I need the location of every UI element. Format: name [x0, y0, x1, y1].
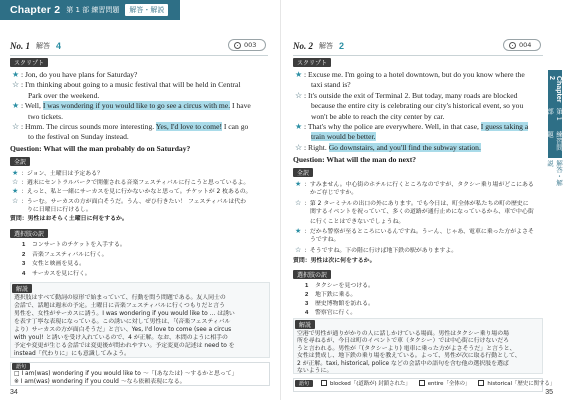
script-text: I can go	[221, 122, 249, 131]
vocab-tag: 語句	[12, 363, 30, 370]
script-line	[295, 112, 444, 122]
explanation-line: 空港で男性が通りがかりの人に話しかけている場面。男性はタクシー乗り場の場	[297, 331, 510, 337]
speaker-icon: ☆	[12, 196, 19, 205]
script-tag: スクリプト	[10, 58, 48, 67]
speaker-icon: ☆	[12, 80, 20, 90]
answer-value: 2	[339, 41, 345, 51]
explanation-line: 所を尋ねるが、今日は町のイベントで車（タクシー）では中心街に行けないだろ	[297, 338, 510, 345]
translation-question: 質問：男性は次に何をするか。	[293, 258, 376, 264]
answer-value: 4	[56, 41, 62, 51]
script-tag: スクリプト	[293, 58, 331, 67]
vocab-term: entire「全体の」	[427, 381, 471, 387]
script-line	[295, 122, 528, 132]
highlighted-text: train would be better.	[311, 132, 376, 142]
speaker-icon: ★	[295, 122, 303, 131]
script-text: : It's outside the exit of Terminal 2. But today, many roads are blocked	[304, 90, 518, 100]
script-text: won't be able to reach the city center by car.	[311, 111, 445, 121]
speaker-icon: ★	[12, 169, 19, 177]
highlighted-text: Yes, I'd love to come!	[155, 122, 222, 131]
section-label: 第 1 部 練習問題	[66, 6, 120, 14]
highlighted-text: I was wondering if you would like to go see a circus with me.	[42, 101, 231, 111]
choice-item	[22, 241, 126, 251]
translation-line	[295, 189, 357, 199]
translation-line	[295, 246, 457, 257]
choice-number: 1	[22, 242, 26, 248]
script-text: : That's why the police are everywhere. Well, in that case,	[304, 122, 481, 131]
vocab-term: blocked「(道路が) 封鎖された」	[330, 381, 411, 387]
explanation-line: を表す丁寧な表現になっている。この誘いに対して男性は、「(音楽フェスティバル	[14, 319, 231, 325]
side-tab-label2: 解答・解説	[546, 158, 564, 190]
translation-question: 質問：男性はおそらく土曜日に何をするか。	[10, 216, 128, 222]
explanation-tag: 解説	[12, 284, 32, 293]
checkbox-icon	[478, 380, 484, 386]
explanation-line: ないように。	[297, 368, 333, 374]
choices-tag: 選択肢の訳	[10, 229, 48, 238]
checkbox-icon	[419, 380, 425, 386]
script-line	[295, 101, 523, 111]
script-line	[12, 112, 63, 122]
script-text: to the festival on Sunday instead.	[28, 132, 129, 142]
divider	[293, 55, 543, 56]
choice-number: 3	[305, 301, 309, 307]
script-text: because the entire city is celebrating our city's historical event, so you	[311, 101, 524, 111]
script-text: two tickets.	[28, 111, 64, 121]
vocab-line: ※ I am(was) wondering if you could ～なら依頼表現になる。	[14, 378, 186, 385]
translation-text: ：すみません。中心街のホテルに行くところなのですが、タクシー乗り場がどこにある	[304, 182, 534, 188]
choice-text: 地下鉄に乗る。	[315, 292, 357, 298]
audio-track-button[interactable]	[228, 39, 266, 51]
script-text: taxi stand is?	[311, 80, 351, 90]
choice-number: 1	[305, 283, 309, 289]
page-number: 34	[10, 389, 18, 396]
answer-label: 解答	[36, 42, 50, 50]
track-number: 003	[244, 41, 257, 49]
speaker-icon: ☆	[295, 198, 302, 207]
chapter-label: Chapter 2	[10, 4, 61, 16]
speaker-icon: ★	[12, 101, 20, 111]
question-text: Question: What will the man do next?	[293, 155, 417, 164]
speaker-icon: ☆	[295, 142, 303, 152]
translation-tag: 全訳	[10, 157, 30, 166]
explanation-line: 予定や変更が生じる会話では変更後が問われやすい。予定変更の記述は need to を	[14, 343, 235, 349]
question-number: No. 1	[10, 41, 30, 51]
explanation-line: with you)! と誘いを受け入れているので、4 が正解。なお、本問のように相手の	[14, 335, 228, 341]
speaker-icon: ☆	[295, 90, 303, 100]
right-page	[281, 0, 561, 400]
speaker-icon: ☆	[12, 122, 20, 131]
side-tab-label: 練習問題	[546, 130, 563, 151]
vocab-line: □ I am(was) wondering if you would like to ～「(あなたは) ～するかと思って」	[14, 371, 238, 377]
translation-text: かご存じですか。	[310, 190, 358, 197]
audio-track-button[interactable]	[503, 39, 541, 51]
cd-icon	[509, 42, 516, 49]
script-line	[12, 122, 248, 132]
translation-line	[295, 236, 339, 246]
speaker-icon: ★	[295, 70, 303, 79]
script-line	[12, 91, 99, 101]
choice-number: 2	[305, 292, 309, 298]
script-line	[295, 143, 481, 153]
script-line	[12, 80, 240, 90]
explanation-line: 2 が正解。taxi, historical, police などの会話中の語句を含む他の選択肢を選ば	[297, 360, 509, 367]
track-number: 004	[519, 41, 532, 49]
translation-text: うですね。	[310, 237, 340, 244]
question-heading	[10, 40, 61, 52]
choices-tag: 選択肢の訳	[293, 270, 331, 279]
choice-number: 3	[22, 261, 26, 268]
question-number: No. 2	[293, 41, 313, 51]
script-line	[295, 132, 376, 142]
choice-text: タクシーを見つける。	[315, 283, 374, 289]
explanation-line: うと言われる。男性が「(タクシーより) 電車に乗った方がよさそうだ」と言うと、	[297, 345, 516, 352]
answer-label: 解答	[319, 42, 333, 50]
script-line	[12, 132, 129, 142]
speaker-icon: ★	[12, 70, 20, 79]
script-text: : Jon, do you have plans for Saturday?	[21, 70, 138, 79]
speaker-icon: ★	[295, 227, 302, 235]
page-number: 35	[545, 389, 553, 396]
choice-item	[22, 270, 91, 280]
highlighted-text: I guess taking a	[480, 122, 529, 131]
script-line	[295, 91, 517, 101]
question-text: Question: What will the man probably do on Saturday?	[10, 144, 191, 153]
choice-number: 4	[305, 310, 309, 316]
choice-text: 歴史博物館を訪れる。	[315, 301, 374, 307]
script-text: : Excuse me. I'm going to a hotel downtown, but do you know where the	[304, 70, 525, 79]
script-text: Park over the weekend.	[28, 90, 100, 100]
translation-line	[295, 208, 534, 218]
translation-text: ：ジョン、土曜日は予定ある？	[21, 171, 103, 177]
choice-text: コンサートのチケットを入手する。	[32, 242, 126, 248]
side-tab-chapter: Chapter 2	[548, 76, 562, 103]
script-text: : Well,	[21, 101, 43, 111]
translation-text: ：そうですね。下の階に行けば地下鉄の駅がありますよ。	[304, 247, 458, 254]
script-text: : Hmm. The circus sounds more interesting.	[21, 122, 156, 131]
script-line	[295, 80, 351, 90]
translation-text: 関するイベントを祝っていて、多くの道路が通行止めになっているから、車で中心街	[310, 209, 534, 216]
script-line	[12, 101, 251, 111]
explanation-line: 選択肢はすべて動詞の原形で始まっていて、行動を問う問題である。友人同士の	[14, 295, 226, 301]
translation-tag: 全訳	[293, 168, 313, 177]
choice-text: サーカスを見に行く。	[32, 270, 91, 277]
side-tab-section: 第 1 部	[546, 108, 563, 121]
vocab-line	[321, 380, 555, 388]
choice-item	[22, 260, 85, 270]
speaker-icon: ★	[295, 180, 302, 188]
explanation-line: 男性を、女性がサーカスに誘う。I was wondering if you would like to ... は誘い	[14, 311, 235, 317]
translation-line	[12, 206, 92, 216]
script-line	[12, 70, 137, 80]
translation-text: ：第 2 ターミナルの出口の外にあります。でも今日は、町全体が私たちの町の歴史に	[304, 200, 529, 207]
explanation-line: 女性は賛成し、地下鉄の乗り場を教えている。よって、男性が次に取る行動として、	[297, 353, 521, 360]
speaker-icon: ☆	[12, 178, 19, 187]
divider	[10, 55, 268, 56]
choice-text: 音楽フェスティバルに行く。	[32, 251, 108, 258]
translation-text: ：えっと、私と一緒にサーカスを見に行かないかなと思って。チケットが 2 枚あるの。	[21, 189, 252, 196]
question-heading	[293, 40, 344, 52]
choice-text: 女性と映画を見る。	[32, 261, 86, 268]
script-text: : Right.	[304, 142, 329, 152]
speaker-icon: ★	[12, 187, 19, 196]
vocab-term: historical「歴史に関する」	[487, 381, 556, 387]
translation-text: りに日曜日に行けるし。	[27, 206, 92, 213]
script-text: I have	[230, 101, 251, 111]
choice-number: 4	[22, 270, 26, 277]
explanation-tag: 解説	[295, 320, 315, 329]
choice-number: 2	[22, 251, 26, 258]
cd-icon	[234, 42, 241, 49]
translation-text: ：うーむ。サーカスの方が面白そうだ。うん、ぜひ行きたい！ フェスティバルは代わ	[21, 198, 247, 205]
explanation-line: instead「代わりに」にも意識してみよう。	[14, 351, 130, 357]
vocab-tag: 語句	[295, 380, 313, 387]
translation-line	[295, 218, 404, 228]
highlighted-text: Go downstairs, and you'll find the subway station.	[328, 142, 481, 152]
script-text: : I'm thinking about going to a music festival that will be held in Central	[21, 80, 241, 90]
speaker-icon: ☆	[295, 245, 302, 254]
script-line	[295, 70, 525, 80]
translation-text: ：だから警察が至るところにいるんですね。うーん、じゃあ、電車に乗った方がよさそ	[304, 229, 534, 235]
choice-text: 警察官に行く。	[315, 310, 357, 316]
chapter-side-tab[interactable]	[548, 70, 562, 190]
choice-item	[22, 251, 108, 261]
translation-text: ：週末にセントラルパークで開催される音楽フェスティバルに行こうと思っているよ。	[21, 180, 250, 187]
translation-text: に行くことはできないでしょうね。	[310, 218, 405, 225]
left-page	[0, 0, 280, 400]
explanation-line: より）サーカスの方が面白そうだ」と言い、Yes, I'd love to come (see a circus	[14, 327, 232, 333]
checkbox-icon	[321, 380, 327, 386]
answer-section-badge: 解答・解説	[125, 4, 168, 16]
explanation-line: 会話で、話題は週末の予定。土曜日に音楽フェスティバルに行くつもりだと言う	[14, 303, 226, 309]
